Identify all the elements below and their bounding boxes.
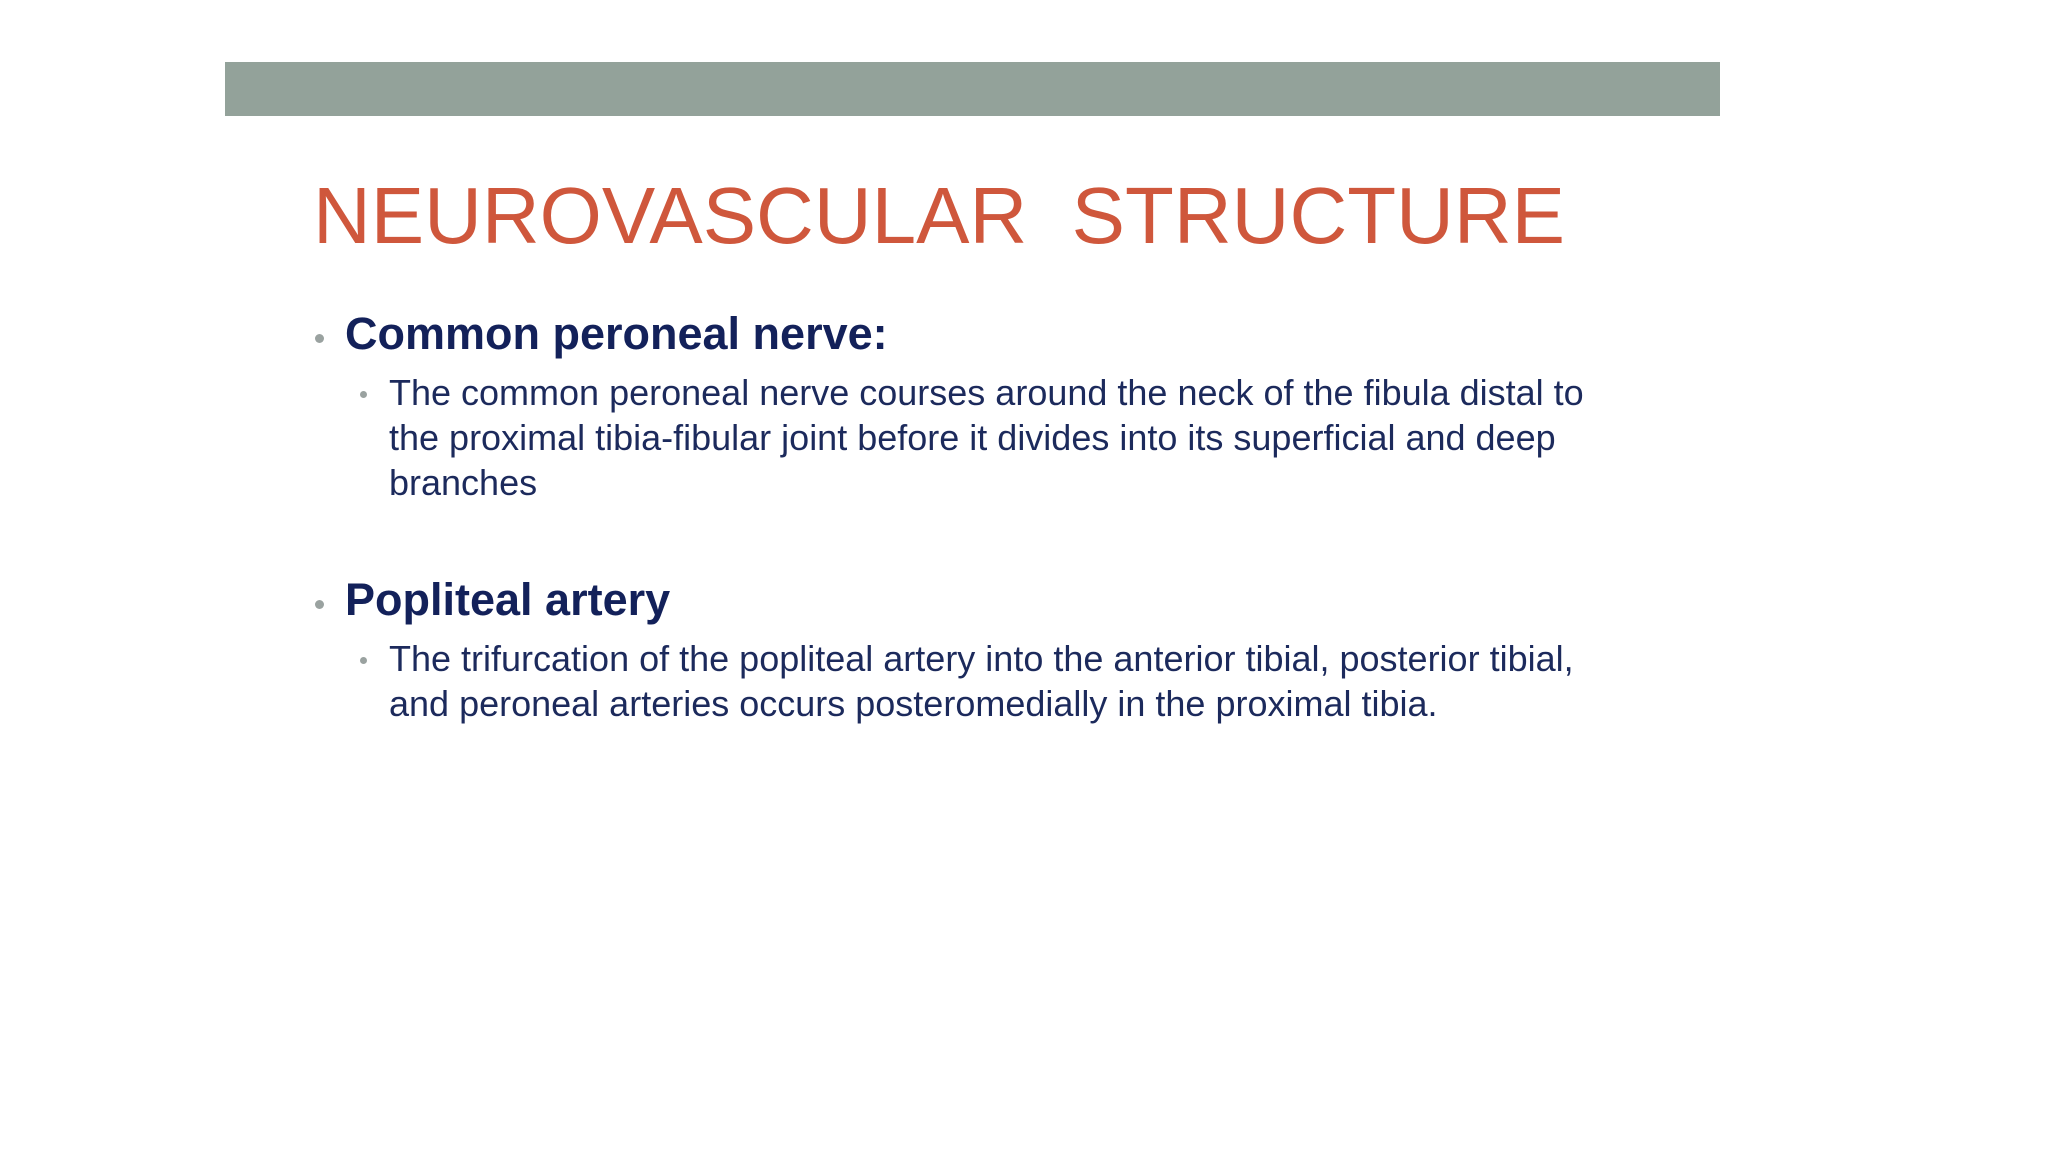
sub-bullet: [389, 370, 1619, 505]
bullet-heading: [313, 568, 1713, 632]
bullet-heading: [313, 302, 1713, 366]
bullet-item-popliteal-artery: [313, 568, 1713, 726]
slide-title: NEUROVASCULAR STRUCTURE: [313, 171, 1565, 260]
sub-bullet-dot-icon: [360, 391, 367, 398]
bullet-dot-icon: [315, 334, 324, 343]
bullet-heading-text: Common peroneal nerve:: [345, 308, 888, 359]
bullet-dot-icon: [315, 600, 324, 609]
sub-bullet-text: The trifurcation of the popliteal artery into the anterior tibial, posterior tibial, and peroneal arteries occurs posteromedially in the proximal tibia.: [389, 638, 1574, 724]
sub-bullet: [389, 636, 1619, 726]
sub-bullet-dot-icon: [360, 657, 367, 664]
title-bar-band: [225, 62, 1720, 116]
bullet-heading-text: Popliteal artery: [345, 574, 671, 625]
sub-bullet-text: The common peroneal nerve courses around the neck of the fibula distal to the proximal tibia-fibular joint before it divides into its superficial and deep branches: [389, 372, 1584, 503]
bullet-item-common-peroneal-nerve: [313, 302, 1713, 505]
